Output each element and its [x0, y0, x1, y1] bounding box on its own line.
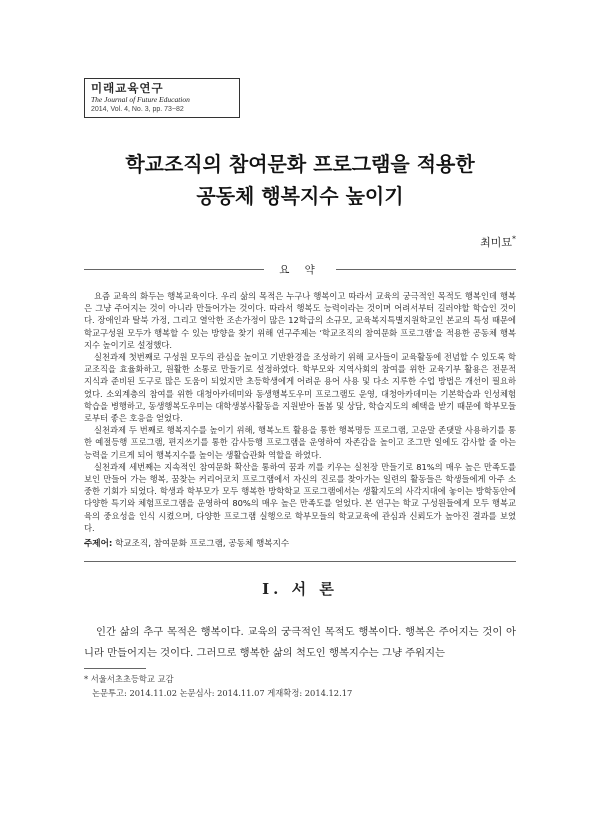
journal-name-en: The Journal of Future Education — [91, 95, 190, 104]
footnote-affiliation: * 서울서초초등학교 교감 — [84, 674, 174, 684]
journal-header-box — [84, 78, 240, 118]
footnote-dates: 논문투고: 2014.11.02 논문심사: 2014.11.07 게재확정: 2014.12.17 — [92, 688, 353, 698]
keywords-label: 주제어: — [84, 539, 113, 549]
keywords-text: 학교조직, 참여문화 프로그램, 공동체 행복지수 — [115, 539, 290, 549]
author-footnote-mark: * — [512, 234, 516, 244]
section-heading: I. 서 론 — [262, 580, 338, 598]
author-name-text: 최미묘 — [480, 236, 512, 249]
keywords-line — [84, 538, 516, 550]
abstract-heading — [84, 263, 516, 277]
footnote — [84, 672, 352, 700]
abstract-body — [84, 290, 516, 534]
article-title-line-1: 학교조직의 참여문화 프로그램을 적용한 — [125, 152, 475, 176]
footnote-rule — [84, 668, 146, 669]
journal-volume-info: 2014, Vol. 4, No. 3, pp. 73~82 — [91, 106, 184, 113]
intro-body — [84, 622, 516, 664]
abstract-paragraph: 실천과제 첫번째로 구성원 모두의 관심을 높이고 기반환경을 조성하기 위해 교사들이 교육활동에 전념할 수 있도록 학교조직을 효율화하고, 원활한 소통로 만들기로 설정하였다. 학부모와 지역사회의 참여를 위한 교육기부 활용은 전문적 지식과 준비된 도구로 많은 도움이 되었지만 초등학생에게 어려운 용어 사용 및 다소 지루한 수업 방법은 개선이 필요하였다. 소외계층의 참여를 위한 대청아카데미와 동생행복도우미 프로그램도 운영, 대청아카데미는 기본학습과 인성체험학습을 병행하고, 동생행복도우미는 대학생봉사활동을 지원받아 돌봄 및 상담, 학습지도의 혜택을 받기 때문에 학부모들로부터 좋은 호응을 얻었다. — [84, 352, 516, 424]
abstract-heading-label: 요 약 — [279, 264, 321, 276]
intro-paragraph: 인간 삶의 추구 목적은 행복이다. 교육의 궁극적인 목적도 행복이다. 행복은 주어지는 것이 아니라 만들어지는 것이다. 그러므로 행복한 삶의 척도인 행복지수는 그냥 주워지는 — [84, 626, 516, 659]
article-title-line-2: 공동체 행복지수 높이기 — [196, 184, 404, 208]
abstract-paragraph: 실천과제 두 번째로 행복지수를 높이기 위해, 행복노트 활용을 통한 행복명등 프로그램, 고운말 존댓말 사용하기를 통한 예절등행 프로그램, 편지쓰기를 통한 감사등행 프로그램을 운영하여 자존감을 높이고 조그만 일에도 감사할 줄 아는 능력을 기르게 되어 행복지수를 높이는 생활습관화 역할을 하였다. — [84, 425, 516, 460]
abstract-paragraph: 실천과제 세번째는 지속적인 참여문화 확산을 통하여 꿈과 끼를 키우는 실천장 만들기로 81%의 매우 높은 만족도를 보인 만들어 가는 행복, 꿈찾는 커리어코치 프로그램에서 자신의 진로를 찾아가는 일련의 활동들은 학생들에게 아주 소중한 기회가 되었다. 학생과 학부모가 모두 행복한 방학학교 프로그램에서는 생활지도의 사각지대에 놓이는 방학동안에 다양한 특기와 체험프로그램을 운영하여 80%의 매우 높은 만족도를 얻었다. 본 연구는 학교 구성원들에게 모두 행복교육의 중요성을 인식 시켰으며, 다양한 프로그램 실행으로 학부모들의 학교교육에 관심과 신뢰도가 높아진 결과를 보였다. — [84, 461, 516, 533]
abstract-paragraph: 요즘 교육의 화두는 행복교육이다. 우리 삶의 목적은 누구나 행복이고 따라서 교육의 궁극적인 목적도 행복인데 행복은 그냥 주어지는 것이 아니라 만들어가는 것이다. 따라서 행복도 능력이라는 것이며 어려서부터 길러야할 학습인 것이다. 장애인과 탈북 가정, 그리고 열악한 조손가정이 많은 12학급의 소규모, 교육복지특별지원학교인 본교의 특성 때문에 학교구성원 모두가 행복할 수 있는 방향을 찾기 위해 연구주제는 ‘학교조직의 참여문화 프로그램’을 적용한 공동체 행복지수 높이기로 설정했다. — [84, 291, 516, 350]
article-title — [0, 148, 600, 212]
journal-name-ko: 미래교육연구 — [91, 81, 164, 95]
author-name — [480, 234, 516, 250]
abstract-bottom-rule — [84, 561, 516, 562]
